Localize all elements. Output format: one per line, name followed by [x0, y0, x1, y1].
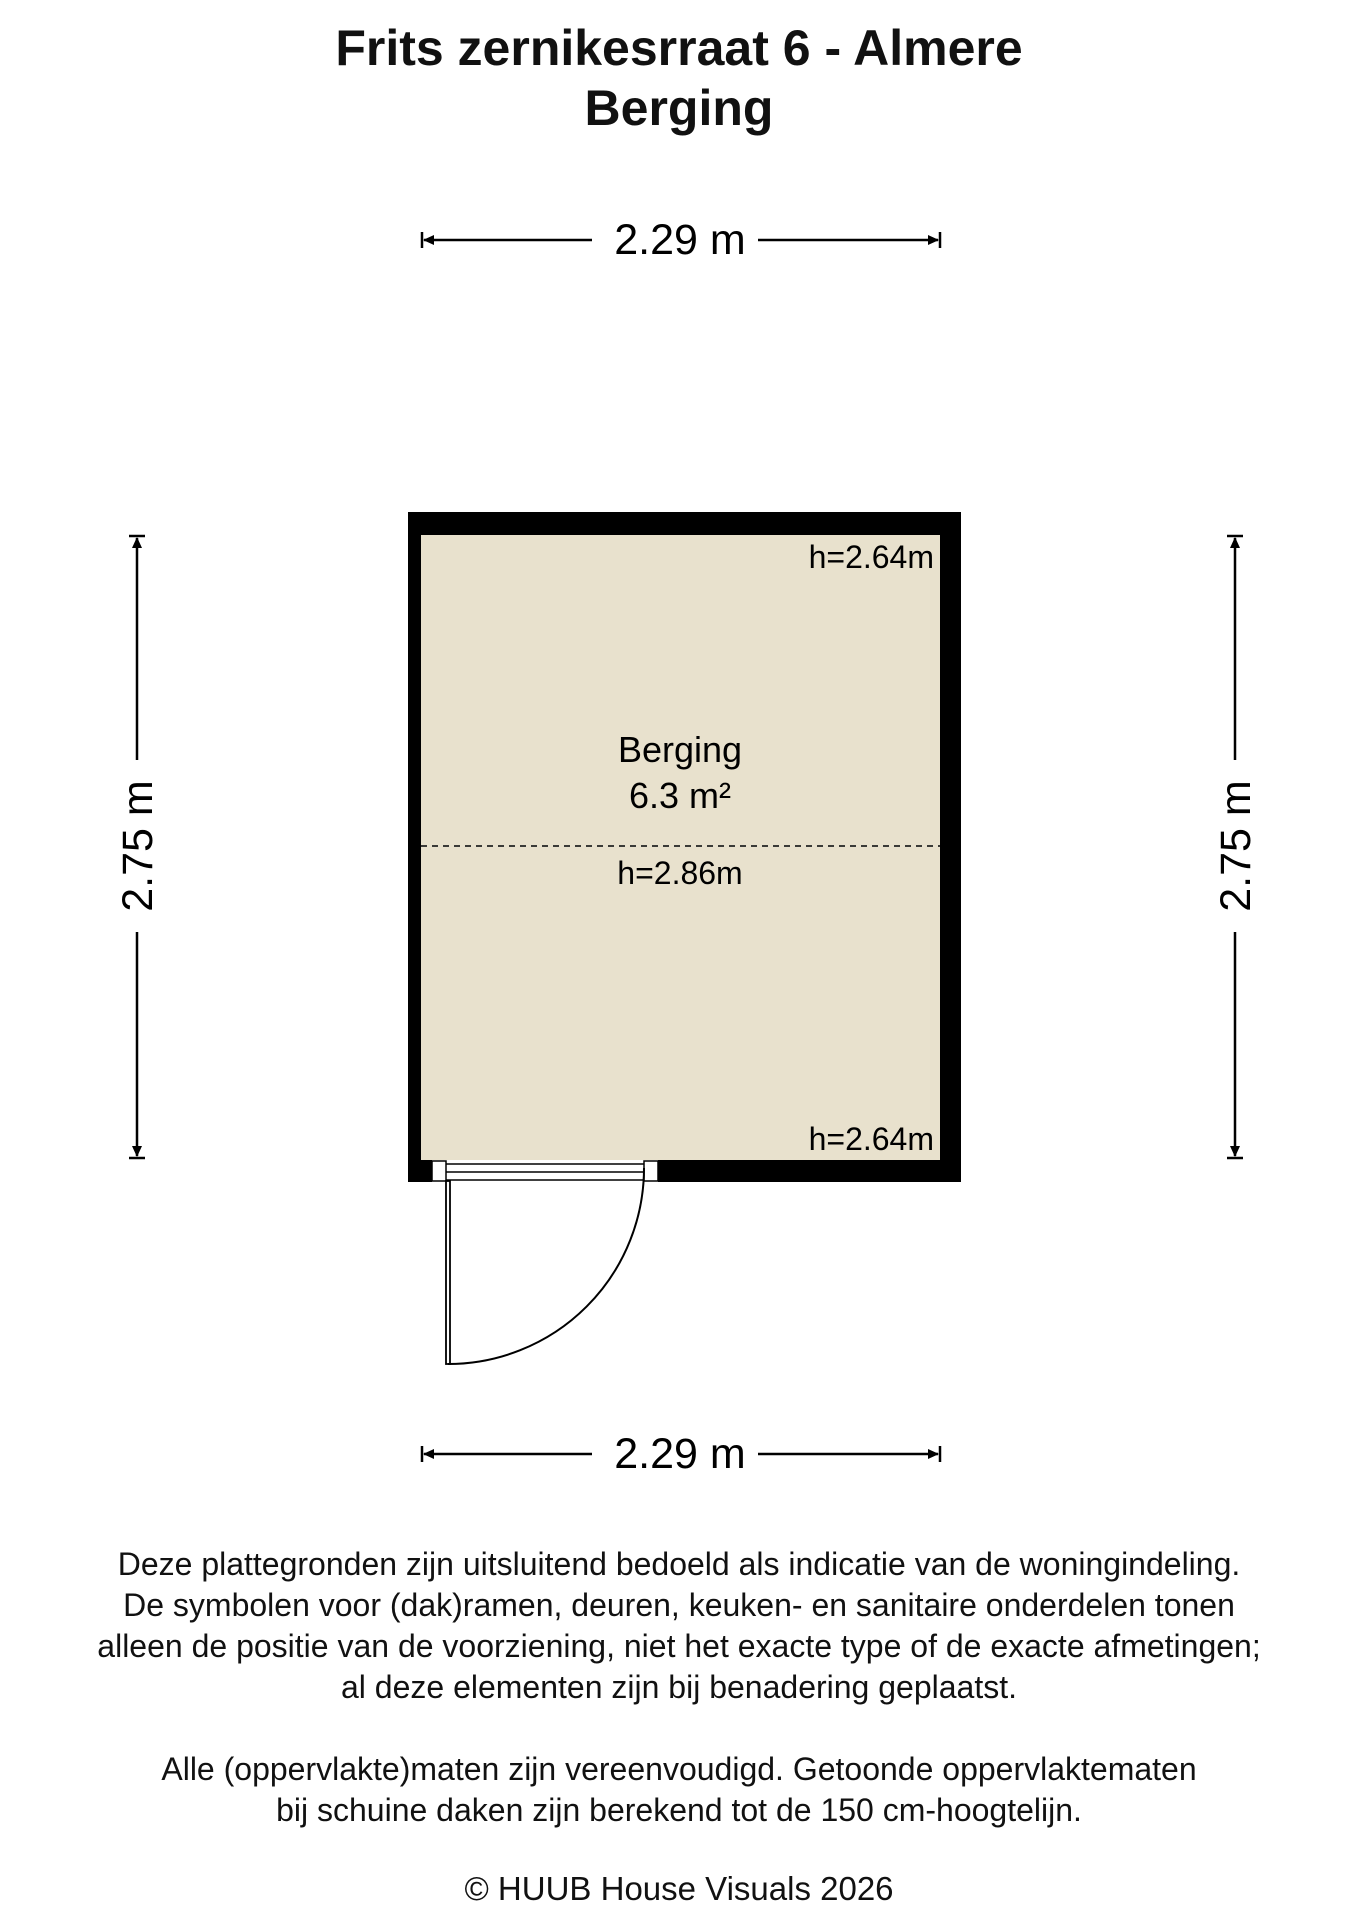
bottom-width-dimension: [422, 1430, 940, 1478]
right-depth-dimension: [1212, 536, 1260, 1158]
left-depth-label: 2.75 m: [114, 780, 162, 912]
disclaimer-paragraph-1: [0, 1544, 1358, 1708]
disclaimer-line: Alle (oppervlakte)maten zijn vereenvoudigd. Getoonde oppervlaktematen: [161, 1751, 1197, 1787]
room-name: Berging: [617, 729, 743, 770]
room-height-bottom: h=2.64m: [808, 1121, 934, 1157]
disclaimer-paragraph-2: [0, 1749, 1358, 1831]
room-height-mid: h=2.86m: [617, 855, 743, 891]
bottom-width-label: 2.29 m: [614, 1430, 746, 1478]
disclaimer-line: alleen de positie van de voorziening, niet het exacte type of de exacte afmetingen;: [97, 1628, 1261, 1664]
room-floor: [421, 535, 940, 1160]
room-berging: [408, 512, 961, 1364]
disclaimer-line: al deze elementen zijn bij benadering geplaatst.: [340, 1669, 1017, 1705]
top-width-label: 2.29 m: [614, 216, 746, 264]
door-swing: [446, 1168, 644, 1364]
room-area: 6.3 m²: [628, 775, 732, 816]
disclaimer-line: bij schuine daken zijn berekend tot de 150 cm-hoogtelijn.: [276, 1792, 1082, 1828]
plan-title-address: Frits zernikesrraat 6 - Almere: [335, 20, 1023, 76]
disclaimer-line: Deze plattegronden zijn uitsluitend bedoeld als indicatie van de woningindeling.: [117, 1546, 1241, 1582]
top-width-dimension: [422, 216, 940, 264]
right-depth-label: 2.75 m: [1212, 780, 1260, 912]
room-height-top: h=2.64m: [808, 539, 934, 575]
plan-title-floor: Berging: [584, 80, 774, 136]
disclaimer-line: De symbolen voor (dak)ramen, deuren, keuken- en sanitaire onderdelen tonen: [123, 1587, 1235, 1623]
copyright-notice: © HUUB House Visuals 2026: [464, 1870, 894, 1907]
left-depth-dimension: [114, 536, 162, 1158]
